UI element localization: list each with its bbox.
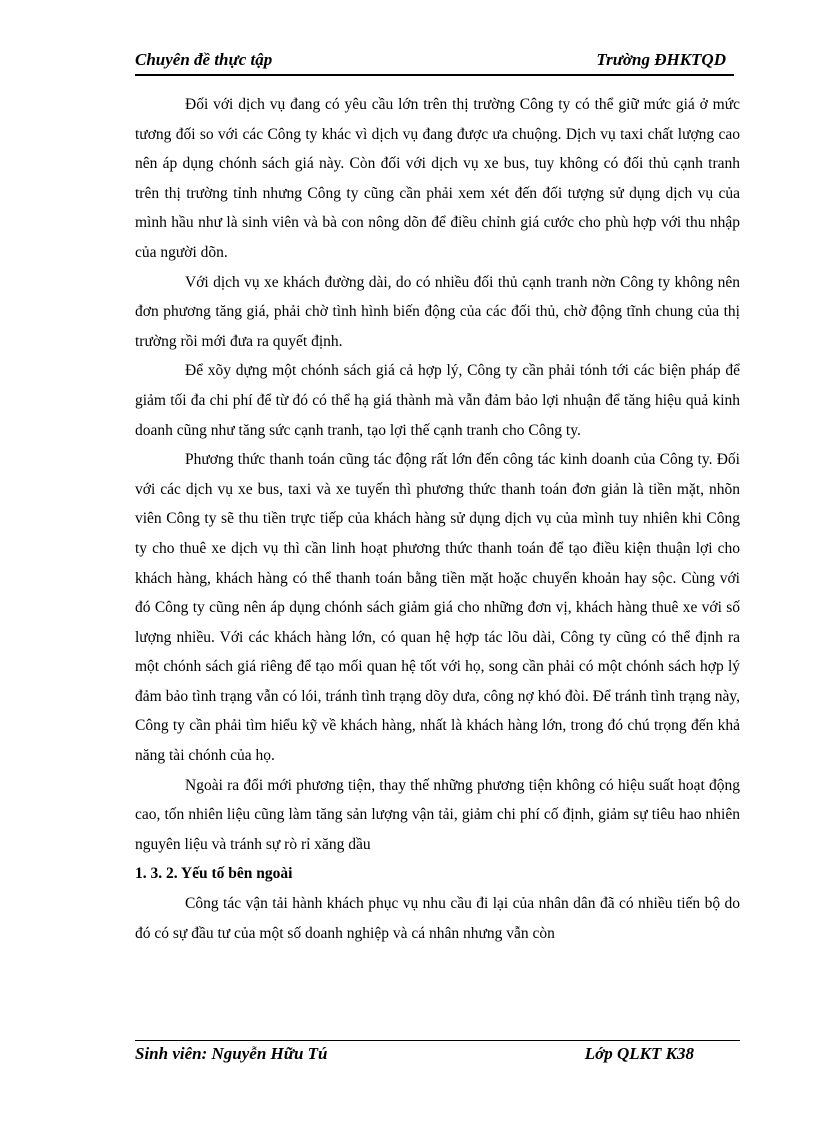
footer-class: Lớp QLKT K38 — [584, 1044, 694, 1063]
page-body — [135, 90, 740, 948]
paragraph-6: Công tác vận tải hành khách phục vụ nhu cầu đi lại của nhân dân đã có nhiều tiến bộ do đó có sự đầu tư của một số doanh nghiệp và cá nhân nhưng vẫn còn — [135, 895, 740, 942]
header-document-title: Chuyên đề thực tập — [135, 50, 273, 69]
paragraph-1: Đối với dịch vụ đang có yêu cầu lớn trên thị trường Công ty có thể giữ mức giá ở mức tương đối so với các Công ty khác vì dịch vụ đang được ưa chuộng. Dịch vụ taxi chất lượng cao nên áp dụng chónh sách giá này. Còn đối với dịch vụ xe bus, tuy không có đối thủ cạnh tranh trên thị trường tỉnh nhưng Công ty cũng cần phải xem xét đến đối tượng sử dụng dịch vụ của mình hầu như là sinh viên và bà con nông dõn để điều chỉnh giá cước cho phù hợp với thu nhập của người dõn. — [135, 96, 740, 261]
section-heading: 1. 3. 2. Yếu tố bên ngoài — [135, 865, 293, 883]
page-header — [135, 48, 734, 76]
paragraph-4: Phương thức thanh toán cũng tác động rất lớn đến công tác kinh doanh của Công ty. Đối với các dịch vụ xe bus, taxi và xe tuyến thì phương thức thanh toán đơn giản là tiền mặt, nhõn viên Công ty sẽ thu tiền trực tiếp của khách hàng sử dụng dịch vụ của mình tuy nhiên khi Công ty cho thuê xe dịch vụ thì cần linh hoạt phương thức thanh toán để tạo điều kiện thuận lợi cho khách hàng, khách hàng có thể thanh toán bằng tiền mặt hoặc chuyển khoản hay sộc. Cùng với đó Công ty cũng nên áp dụng chónh sách giảm giá cho những đơn vị, khách hàng thuê xe với số lượng nhiều. Với các khách hàng lớn, có quan hệ hợp tác lõu dài, Công ty cũng có thể định ra một chónh sách giá riêng để tạo mối quan hệ tốt với họ, song cần phải có một chónh sách hợp lý đảm bảo tình trạng vẫn có lói, tránh tình trạng dõy dưa, công nợ khó đòi. Để tránh tình trạng này, Công ty cần phải tìm hiểu kỹ về khách hàng, nhất là khách hàng lớn, trong đó chú trọng đến khả năng tài chónh của họ. — [135, 451, 740, 765]
page-footer — [135, 1040, 740, 1063]
footer-student-name: Sinh viên: Nguyễn Hữu Tú — [135, 1044, 328, 1063]
paragraph-2: Với dịch vụ xe khách đường dài, do có nhiều đối thủ cạnh tranh nờn Công ty không nên đơn phương tăng giá, phải chờ tình hình biến động của các đối thủ, chờ động tĩnh chung của thị trường rồi mới đưa ra quyết định. — [135, 273, 740, 350]
paragraph-5: Ngoài ra đổi mới phương tiện, thay thế những phương tiện không có hiệu suất hoạt động cao, tốn nhiên liệu cũng làm tăng sản lượng vận tải, giảm chi phí cố định, giảm sự tiêu hao nhiên nguyên liệu và tránh sự rò rỉ xăng dầu — [135, 776, 740, 853]
paragraph-3: Để xõy dựng một chónh sách giá cả hợp lý, Công ty cần phải tónh tới các biện pháp để giảm tối đa chi phí để từ đó có thể hạ giá thành mà vẫn đảm bảo lợi nhuận để tăng hiệu quả kinh doanh cũng như tăng sức cạnh tranh, tạo lợi thế cạnh tranh cho Công ty. — [135, 362, 740, 439]
header-university: Trường ĐHKTQD — [596, 50, 726, 69]
